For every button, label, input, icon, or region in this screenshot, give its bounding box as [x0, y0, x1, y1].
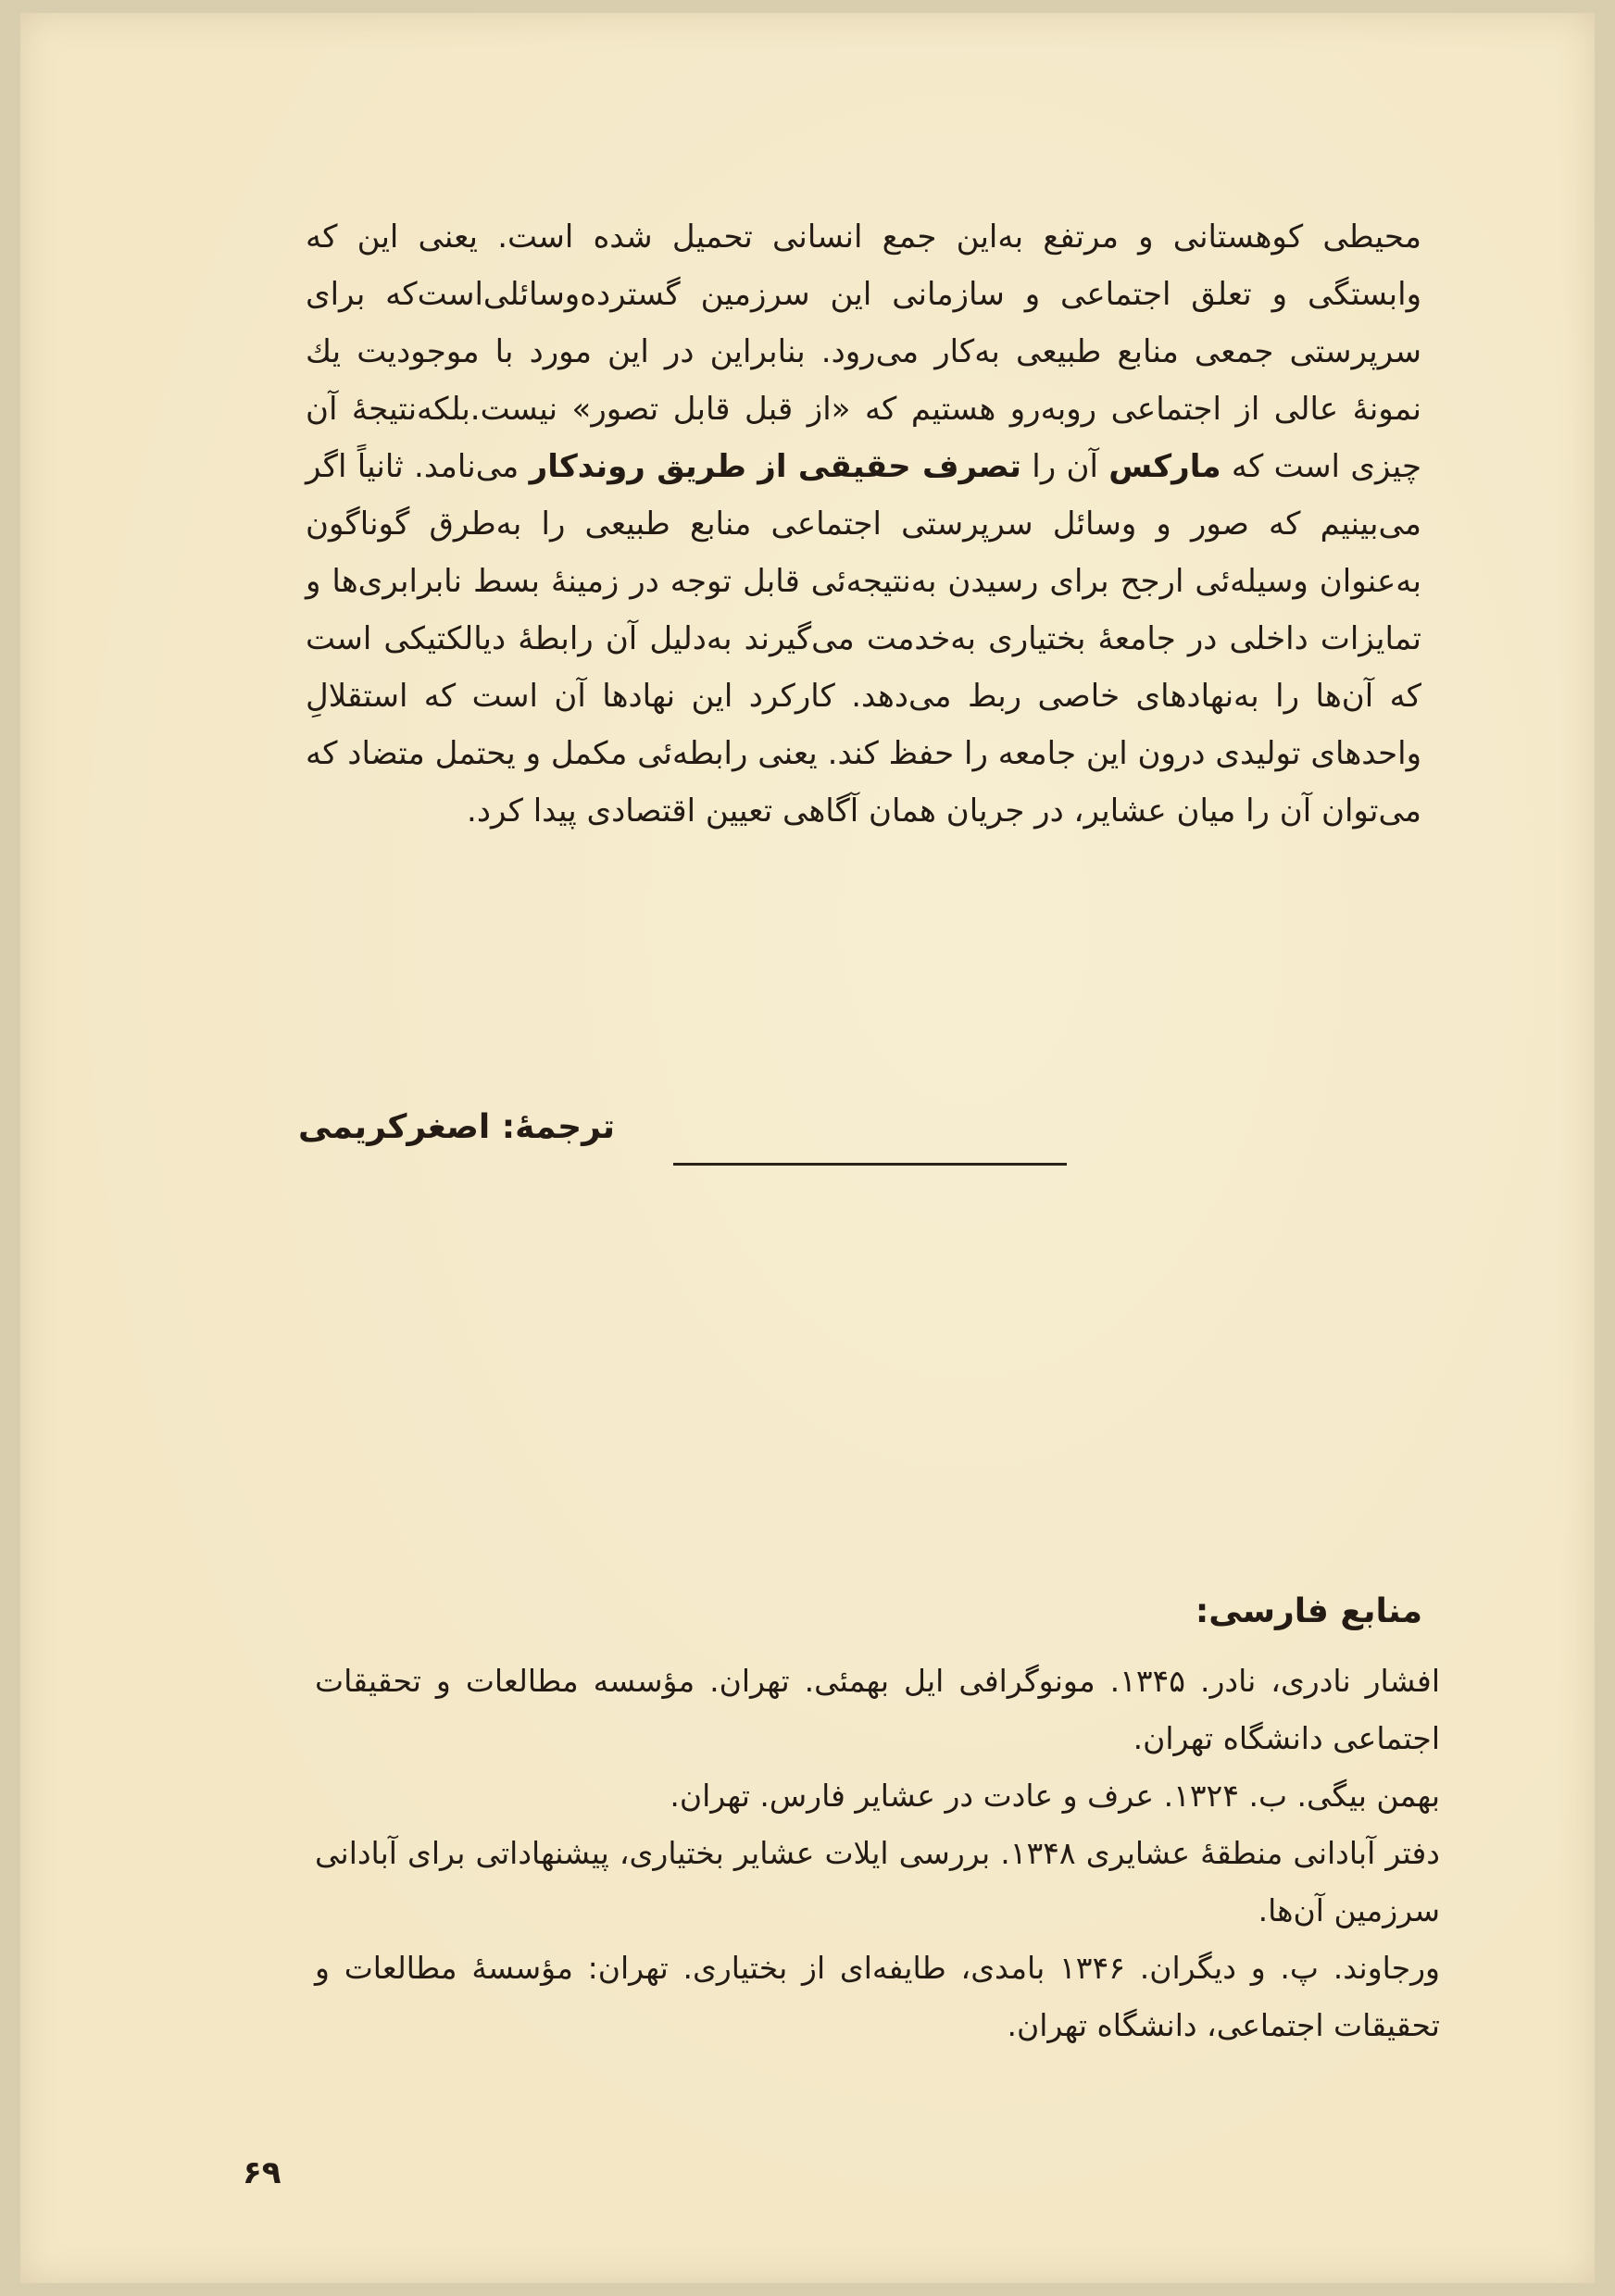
- source-item: ورجاوند. پ. و دیگران. ۱۳۴۶ بامدی، طایفه‌ای از بختیاری. تهران: مؤسسهٔ مطالعات و تحقیقات اجتماعی، دانشگاه تهران.: [315, 1950, 1440, 2043]
- sources-list: [315, 1653, 1440, 2054]
- body-emphasis-marx: مارکس: [1108, 448, 1221, 485]
- source-item: دفتر آبادانی منطقهٔ عشایری ۱۳۴۸. بررسی ایلات عشایر بختیاری، پیشنهاداتی برای آبادانی سرزمین آن‌ها.: [315, 1835, 1440, 1928]
- page-number: ۶۹: [243, 2154, 282, 2191]
- sources-heading: منابع فارسی:: [1195, 1592, 1422, 1630]
- body-emphasis-phrase: تصرف حقیقی از طریق روندکار: [529, 448, 1021, 485]
- source-item: بهمن بیگی. ب. ۱۳۲۴. عرف و عادت در عشایر فارس. تهران.: [670, 1778, 1440, 1814]
- translator-credit: ترجمهٔ: اصغرکریمی: [298, 1108, 615, 1146]
- body-text-part-3: می‌نامد. ثانیاً اگر می‌بینیم که صور و وسائل سرپرستی اجتماعی منابع طبیعی را به‌طرق گوناگون به‌عنوان وسیله‌ئی ارجح برای رسیدن به‌نتیجه‌ئی قابل توجه در زمینهٔ بسط نابرابری‌ها و تمایزات داخلی در جامعهٔ بختیاری به‌خدمت می‌گیرند به‌دلیل آن رابطهٔ دیالکتیکی است که آن‌ها را به‌نهادهای خاصی ربط می‌دهد. کارکرد این نهادها آن است که استقلالِ واحدهای تولیدی درون این جامعه را حفظ کند. یعنی رابطه‌ئی مکمل و یحتمل متضاد که می‌توان آن را میان عشایر، در جریان همان آگاهی تعیین اقتصادی پیدا کرد.: [306, 448, 1421, 830]
- body-text-part-1: محیطی کوهستانی و مرتفع به‌این جمع انسانی تحمیل شده است. یعنی این که وابستگی و تعلق اجتماعی و سازمانی این سرزمین گسترده‌وسائلی‌است‌که برای سرپرستی جمعی منابع طبیعی به‌کار می‌رود. بنابراین در این مورد با موجودیت یك نمونهٔ عالی از اجتماعی روبه‌رو هستیم که «از قبل قابل تصور» نیست.بلکه‌نتیجهٔ آن چیزی است که: [306, 218, 1422, 485]
- separator-rule: [673, 1163, 1067, 1166]
- body-text-part-2: آن را: [1020, 448, 1109, 485]
- source-item: افشار نادری، نادر. ۱۳۴۵. مونوگرافی ایل بهمئی. تهران. مؤسسه مطالعات و تحقیقات اجتماعی دانشگاه تهران.: [315, 1663, 1440, 1756]
- body-paragraph: [306, 208, 1421, 840]
